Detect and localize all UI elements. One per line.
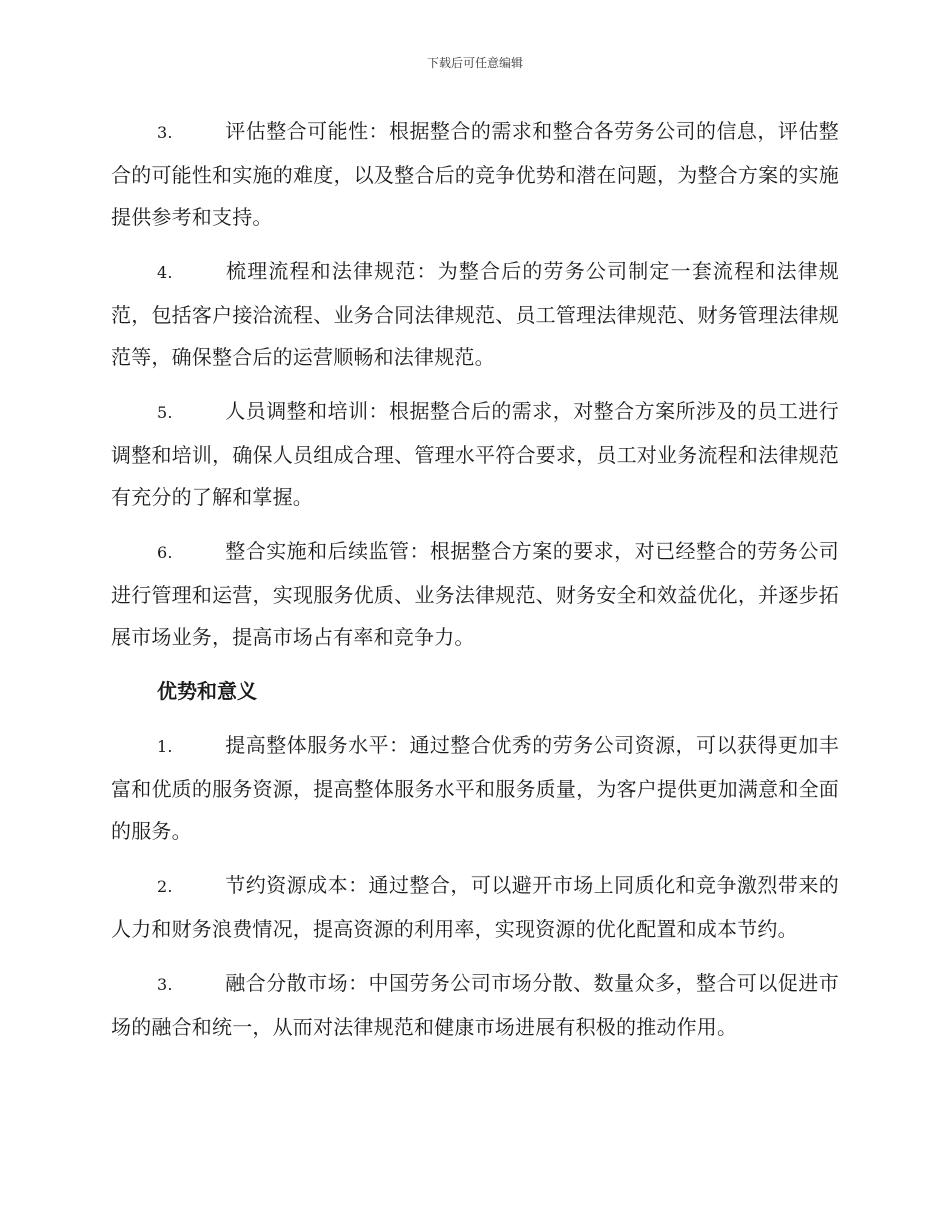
item-text: 提高整体服务水平：通过整合优秀的劳务公司资源，可以获得更加丰富和优质的服务资源，提高整体服务水平和服务质量，为客户提供更加满意和全面的服务。 bbox=[111, 733, 839, 843]
item-text: 节约资源成本：通过整合，可以避开市场上同质化和竞争激烈带来的人力和财务浪费情况，提高资源的利用率，实现资源的优化配置和成本节约。 bbox=[111, 873, 839, 941]
page-header: 下载后可任意编辑 bbox=[426, 56, 523, 70]
list-item bbox=[111, 962, 839, 1048]
list-item bbox=[111, 724, 839, 852]
item-number: 1. bbox=[157, 737, 173, 756]
item-number: 3. bbox=[157, 123, 173, 142]
list-item bbox=[111, 110, 839, 238]
item-number: 4. bbox=[157, 263, 173, 282]
item-text: 整合实施和后续监管：根据整合方案的要求，对已经整合的劳务公司进行管理和运营，实现服务优质、业务法律规范、财务安全和效益优化，并逐步拓展市场业务，提高市场占有率和竞争力。 bbox=[111, 539, 839, 649]
section-heading: 优势和意义 bbox=[157, 679, 257, 703]
list-item bbox=[111, 250, 839, 378]
item-text: 梳理流程和法律规范：为整合后的劳务公司制定一套流程和法律规范，包括客户接洽流程、业务合同法律规范、员工管理法律规范、财务管理法律规范等，确保整合后的运营顺畅和法律规范。 bbox=[111, 259, 839, 369]
list-item bbox=[111, 390, 839, 518]
item-number: 6. bbox=[157, 543, 173, 562]
list-item bbox=[111, 530, 839, 658]
list-item bbox=[111, 864, 839, 950]
document-body bbox=[111, 110, 839, 1060]
item-text: 融合分散市场：中国劳务公司市场分散、数量众多，整合可以促进市场的融合和统一，从而对法律规范和健康市场进展有积极的推动作用。 bbox=[111, 971, 839, 1039]
item-number: 3. bbox=[157, 975, 173, 994]
item-number: 5. bbox=[157, 403, 173, 422]
item-text: 人员调整和培训：根据整合后的需求，对整合方案所涉及的员工进行调整和培训，确保人员组成合理、管理水平符合要求，员工对业务流程和法律规范有充分的了解和掌握。 bbox=[111, 399, 839, 509]
item-text: 评估整合可能性：根据整合的需求和整合各劳务公司的信息，评估整合的可能性和实施的难度，以及整合后的竞争优势和潜在问题，为整合方案的实施提供参考和支持。 bbox=[111, 119, 839, 229]
item-number: 2. bbox=[157, 877, 173, 896]
